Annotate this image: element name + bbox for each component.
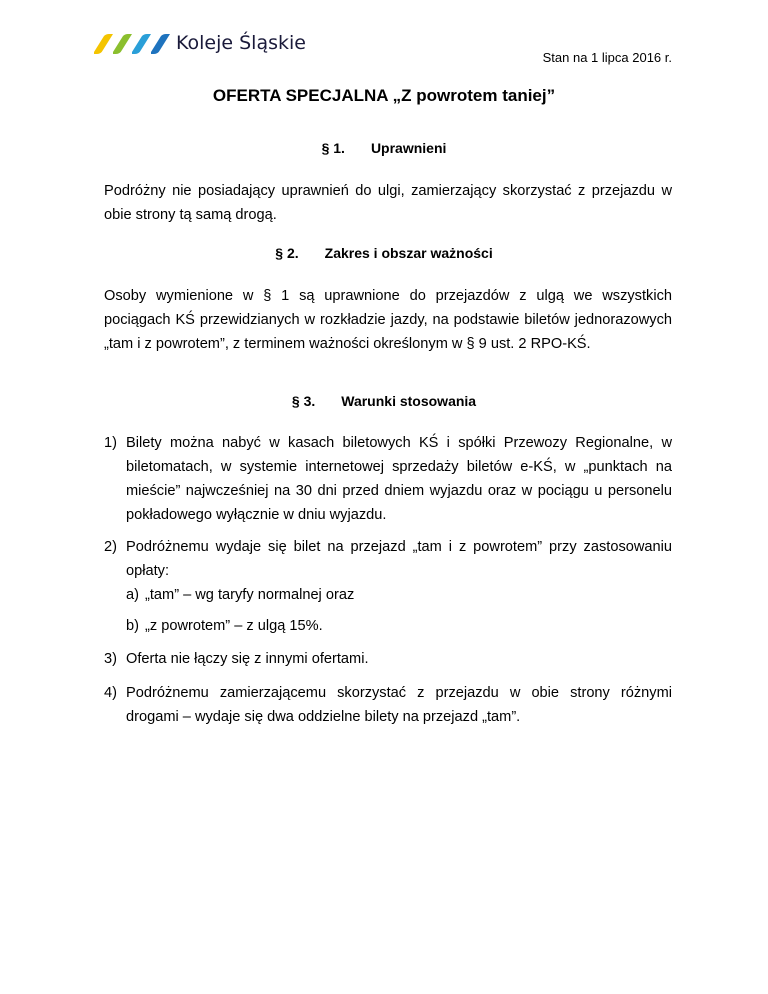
document-title: OFERTA SPECJALNA „Z powrotem taniej”: [212, 86, 556, 105]
logo-stripes-icon: [92, 33, 170, 55]
section-2-title: Zakres i obszar ważności: [324, 245, 493, 261]
sub-list-item: [126, 614, 672, 638]
section-3-number: § 3.: [291, 393, 316, 409]
list-item-marker: 4): [104, 685, 117, 701]
list-item: [104, 647, 672, 671]
section-1-paragraph: Podróżny nie posiadający uprawnień do ulgi, zamierzający skorzystać z przejazdu w obie strony tą samą drogą.: [104, 183, 672, 223]
list-item: [104, 431, 672, 527]
list-item-marker: 2): [104, 539, 117, 555]
list-item-text: Oferta nie łączy się z innymi ofertami.: [126, 651, 369, 667]
list-item-marker: 3): [104, 651, 117, 667]
logo-text: Koleje Śląskie: [176, 32, 306, 54]
section-2-heading: [0, 245, 768, 261]
sub-list-item-marker: b): [126, 618, 139, 634]
koleje-slaskie-logo: [92, 28, 306, 60]
sub-list-item: [126, 583, 672, 607]
list-item-text: Podróżnemu wydaje się bilet na przejazd „tam i z powrotem” przy zastosowaniu opłaty:: [126, 539, 672, 579]
section-1-heading: [0, 140, 768, 156]
sub-list-item-text: „z powrotem” – z ulgą 15%.: [145, 618, 323, 634]
section-1-number: § 1.: [321, 140, 345, 156]
list-item: [104, 681, 672, 729]
list-item-marker: 1): [104, 435, 117, 451]
stand-date: Stan na 1 lipca 2016 r.: [542, 50, 672, 65]
section-3-title: Warunki stosowania: [341, 393, 477, 409]
page-header: [92, 28, 672, 68]
section-2-number: § 2.: [275, 245, 299, 261]
section-1-title: Uprawnieni: [370, 140, 447, 156]
sub-list-item-text: „tam” – wg taryfy normalnej oraz: [145, 587, 355, 603]
sub-list-item-marker: a): [126, 587, 139, 603]
list-item-text: Podróżnemu zamierzającemu skorzystać z przejazdu w obie strony różnymi drogami – wydaje się dwa oddzielne bilety na przejazd „tam”.: [126, 685, 672, 725]
section-2-paragraph: Osoby wymienione w § 1 są uprawnione do przejazdów z ulgą we wszystkich pociągach KŚ przewidzianych w rozkładzie jazdy, na podstawie biletów jednorazowych „tam i z powrotem”, z terminem ważności określonym w § 9 ust. 2 RPO-KŚ.: [104, 288, 672, 352]
list-item-text: Bilety można nabyć w kasach biletowych KŚ i spółki Przewozy Regionalne, w biletomatach, w systemie internetowej sprzedaży biletów e-KŚ, w „punktach na mieście” najwcześniej na 30 dni przed dniem wyjazdu oraz w pociągu u personelu pokładowego wyłącznie w dniu wyjazdu.: [126, 435, 672, 523]
section-3-heading: [0, 393, 768, 409]
list-item: [104, 535, 672, 583]
